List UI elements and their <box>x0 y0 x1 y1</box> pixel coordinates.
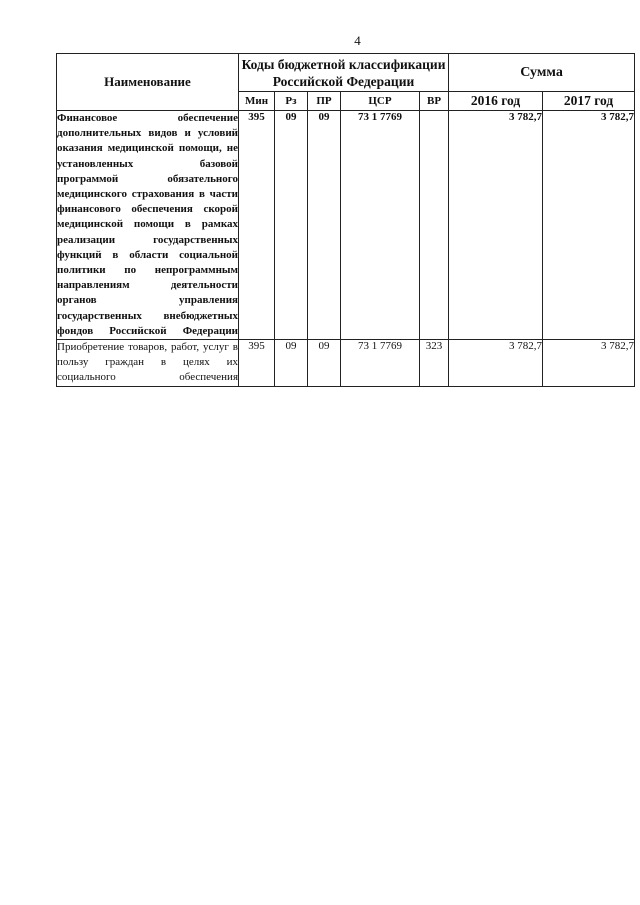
row-csr: 73 1 7769 <box>341 111 420 340</box>
row-vr <box>420 111 449 340</box>
row-pr: 09 <box>308 111 341 340</box>
header-year-2017: 2017 год <box>543 92 635 111</box>
header-pr: ПР <box>308 92 341 111</box>
header-budget-codes: Коды бюджетной классификации Российской Федерации <box>239 54 449 92</box>
row-name: Приобретение товаров, работ, услуг в пользу граждан в целях их социального обеспечения <box>57 340 239 387</box>
header-name: Наименование <box>57 54 239 111</box>
row-sum-2017: 3 782,7 <box>543 340 635 387</box>
row-sum-2016: 3 782,7 <box>449 340 543 387</box>
row-rz: 09 <box>275 111 308 340</box>
header-csr: ЦСР <box>341 92 420 111</box>
row-min: 395 <box>239 340 275 387</box>
header-rz: Рз <box>275 92 308 111</box>
row-pr: 09 <box>308 340 341 387</box>
header-vr: ВР <box>420 92 449 111</box>
table-row <box>57 340 635 387</box>
row-min: 395 <box>239 111 275 340</box>
header-sum: Сумма <box>449 54 635 92</box>
header-year-2016: 2016 год <box>449 92 543 111</box>
row-sum-2017: 3 782,7 <box>543 111 635 340</box>
budget-table <box>56 53 635 387</box>
row-vr: 323 <box>420 340 449 387</box>
row-csr: 73 1 7769 <box>341 340 420 387</box>
row-rz: 09 <box>275 340 308 387</box>
page-number: 4 <box>354 33 361 48</box>
row-name: Финансовое обеспечение дополнительных видов и условий оказания медицинской помощи, не установленных базовой программой обязательного медицинского страхования в части финансового обеспечения скорой медицинской помощи в рамках реализации государственных функций в области социальной политики по непрограммным направлениям деятельности органов управления государственных внебюджетных фондов Российской Федерации <box>57 111 239 340</box>
header-min: Мин <box>239 92 275 111</box>
row-sum-2016: 3 782,7 <box>449 111 543 340</box>
table-row <box>57 111 635 340</box>
